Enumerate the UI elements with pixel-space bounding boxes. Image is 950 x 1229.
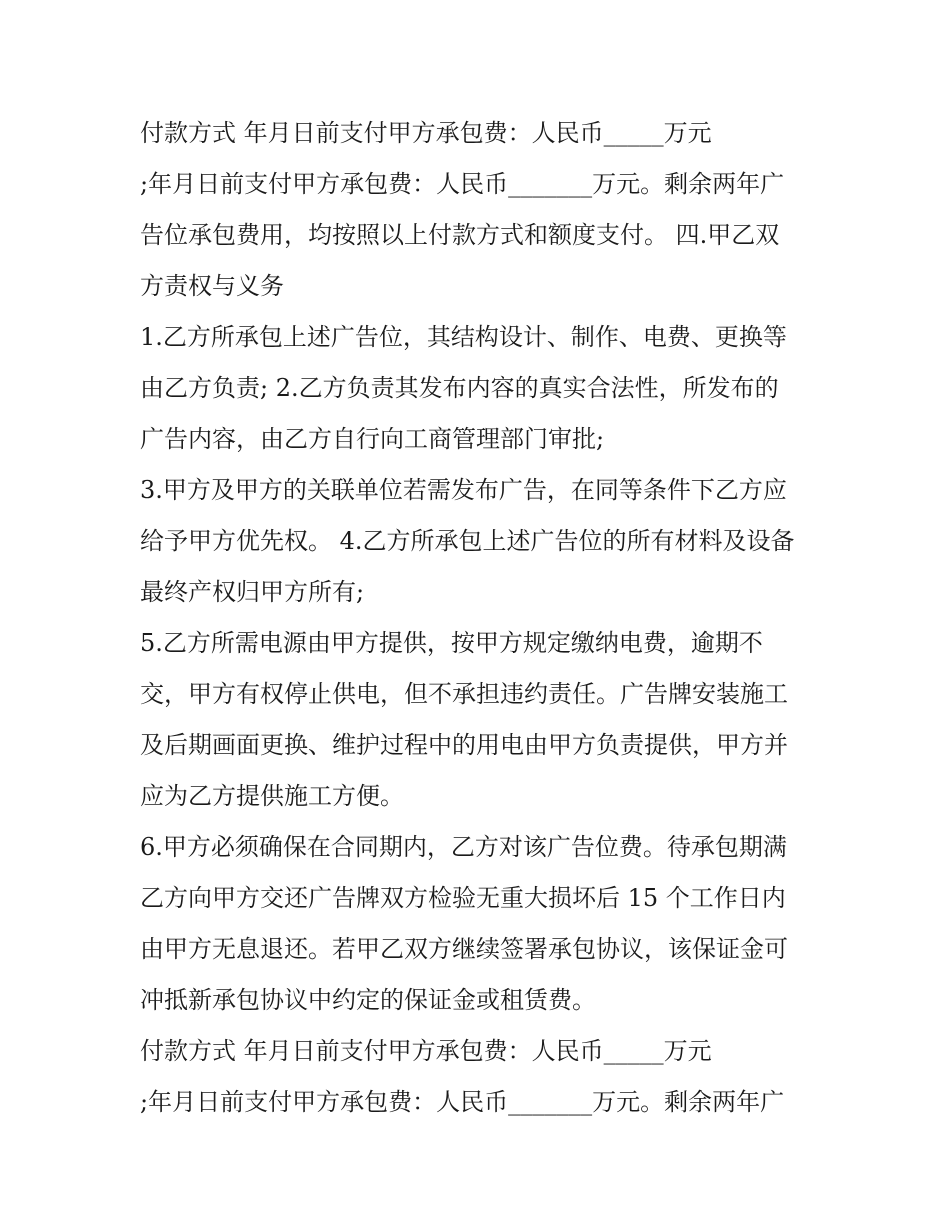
text-line: ;年月日前支付甲方承包费：人民币_______万元。剩余两年广 [140, 1088, 785, 1116]
text-line: 1.乙方所承包上述广告位，其结构设计、制作、电费、更换等 [140, 323, 787, 351]
text-line: 广告内容，由乙方自行向工商管理部门审批; [140, 425, 605, 453]
text-line: 由甲方无息退还。若甲乙双方继续签署承包协议，该保证金可 [140, 935, 788, 963]
text-line: 给予甲方优先权。 4.乙方所承包上述广告位的所有材料及设备 [140, 527, 795, 555]
text-line: 冲抵新承包协议中约定的保证金或租赁费。 [140, 986, 596, 1014]
text-line: 3.甲方及甲方的关联单位若需发布广告，在同等条件下乙方应 [140, 476, 787, 504]
text-line: 最终产权归甲方所有; [140, 578, 365, 606]
text-line: ;年月日前支付甲方承包费：人民币_______万元。剩余两年广 [140, 170, 785, 198]
text-line: 及后期画面更换、维护过程中的用电由甲方负责提供，甲方并 [140, 731, 788, 759]
text-line: 乙方向甲方交还广告牌双方检验无重大损坏后 15 个工作日内 [140, 884, 786, 912]
text-line: 由乙方负责; 2.乙方负责其发布内容的真实合法性，所发布的 [140, 374, 779, 402]
text-line: 应为乙方提供施工方便。 [140, 782, 404, 810]
text-line: 5.乙方所需电源由甲方提供，按甲方规定缴纳电费，逾期不 [140, 629, 763, 657]
text-line: 6.甲方必须确保在合同期内，乙方对该广告位费。待承包期满 [140, 833, 787, 861]
text-line: 告位承包费用，均按照以上付款方式和额度支付。 四.甲乙双 [140, 221, 780, 249]
text-line: 方责权与义务 [140, 272, 284, 300]
document-body [140, 108, 820, 1128]
text-line: 付款方式 年月日前支付甲方承包费：人民币_____万元 [140, 1037, 712, 1065]
text-line: 付款方式 年月日前支付甲方承包费：人民币_____万元 [140, 119, 712, 147]
text-line: 交，甲方有权停止供电，但不承担违约责任。广告牌安装施工 [140, 680, 788, 708]
